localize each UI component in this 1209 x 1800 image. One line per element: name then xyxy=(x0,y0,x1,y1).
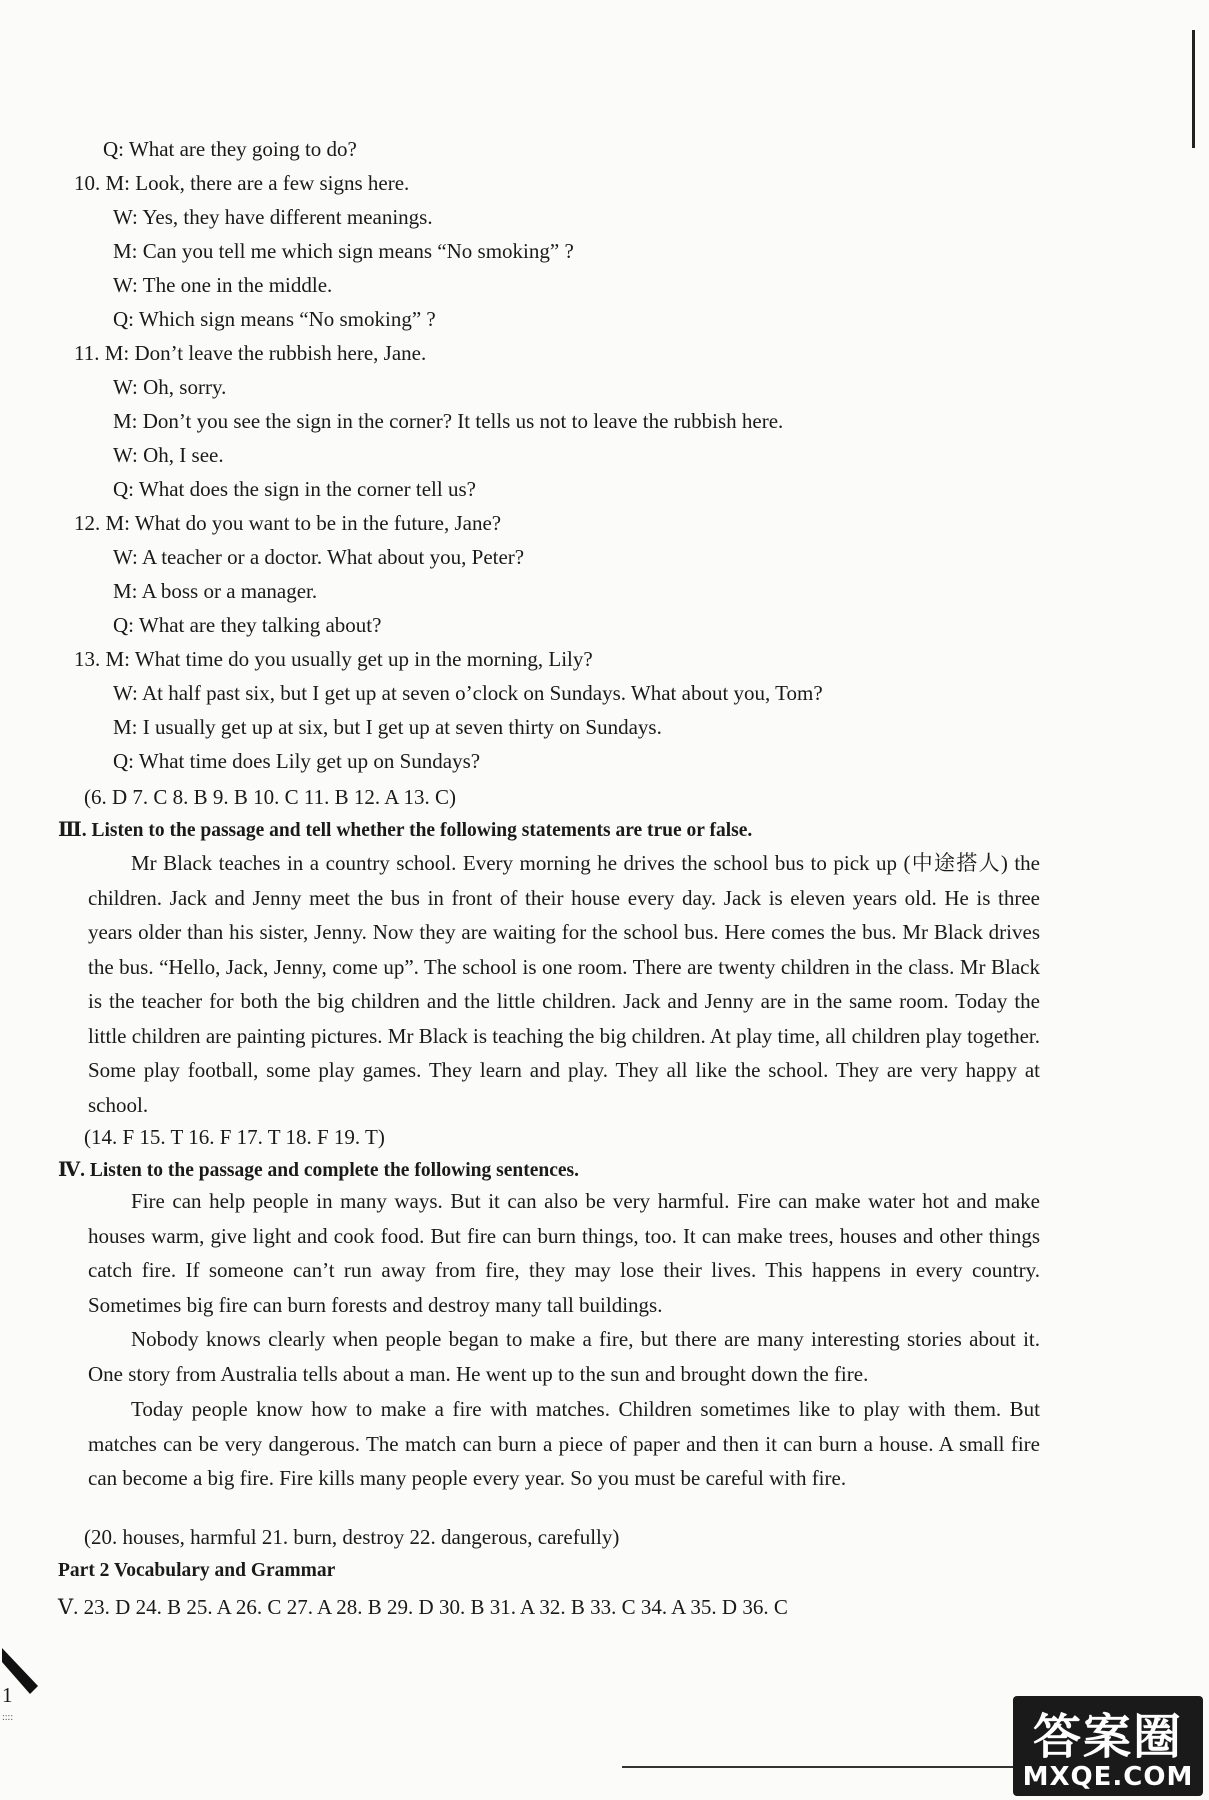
section4-answers: (20. houses, harmful 21. burn, destroy 22. dangerous, carefully) xyxy=(84,1525,620,1549)
q12-line-3: M: A boss or a manager. xyxy=(113,579,318,603)
q11-line-1: 11. M: Don’t leave the rubbish here, Jane. xyxy=(74,341,427,365)
watermark-logo xyxy=(1013,1696,1203,1796)
q10-line-5: Q: Which sign means “No smoking” ? xyxy=(113,307,436,331)
q13-line-3: M: I usually get up at six, but I get up at seven thirty on Sundays. xyxy=(113,715,662,739)
q10-line-3: M: Can you tell me which sign means “No smoking” ? xyxy=(113,239,574,263)
q12-line-1: 12. M: What do you want to be in the future, Jane? xyxy=(74,511,502,535)
q12-line-4: Q: What are they talking about? xyxy=(113,613,382,637)
q11-line-4: W: Oh, I see. xyxy=(113,443,224,467)
page-mark-icon: :::: xyxy=(2,1712,14,1723)
part2-answers: Ⅴ. 23. D 24. B 25. A 26. C 27. A 28. B 29. D 30. B 31. A 32. B 33. C 34. A 35. D 36. C xyxy=(58,1595,788,1619)
q11-line-2: W: Oh, sorry. xyxy=(113,375,227,399)
bottom-rule xyxy=(622,1766,1020,1768)
q13-line-1: 13. M: What time do you usually get up in the morning, Lily? xyxy=(74,647,593,671)
q11-line-5: Q: What does the sign in the corner tell us? xyxy=(113,477,476,501)
q10-line-1: 10. M: Look, there are a few signs here. xyxy=(74,171,410,195)
q10-line-4: W: The one in the middle. xyxy=(113,273,333,297)
q11-line-3: M: Don’t you see the sign in the corner? It tells us not to leave the rubbish here. xyxy=(113,409,784,433)
section3-answers: (14. F 15. T 16. F 17. T 18. F 19. T) xyxy=(84,1125,385,1149)
section4-paragraph-2: Nobody knows clearly when people began to make a fire, but there are many interesting stories about it. One story from Australia tells about a man. He went up to the sun and brought down the fire. xyxy=(88,1327,1040,1386)
section3-passage: Mr Black teaches in a country school. Every morning he drives the school bus to pick up (中途搭人) the children. Jack and Jenny meet the bus in front of their house every day. Jack is eleven years old. He is three years older than his sister, Jenny. Now they are waiting for the school bus. Here comes the bus. Mr Black drives the bus. “Hello, Jack, Jenny, come up”. The school is one room. There are twenty children in the class. Mr Black is the teacher for both the big children and the little children. Jack and Jenny are in the same room. Today the little children are painting pictures. Mr Black is teaching the big children. At play time, all children play together. Some play football, some play games. They learn and play. They all like the school. They are very happy at school. xyxy=(88,851,1040,1117)
section3-heading: Ⅲ. Listen to the passage and tell whether the following statements are true or false. xyxy=(58,820,753,841)
section4-heading: Ⅳ. Listen to the passage and complete the following sentences. xyxy=(58,1160,579,1181)
q13-line-2: W: At half past six, but I get up at seven o’clock on Sundays. What about you, Tom? xyxy=(113,681,823,705)
q13-line-4: Q: What time does Lily get up on Sundays? xyxy=(113,749,481,773)
section4-paragraph-3: Today people know how to make a fire with matches. Children sometimes like to play with them. But matches can be very dangerous. The match can burn a piece of paper and then it can burn a house. A small fire can become a big fire. Fire kills many people every year. So you must be careful with fire. xyxy=(88,1397,1040,1490)
part2-heading: Part 2 Vocabulary and Grammar xyxy=(58,1560,336,1581)
watermark-bottom: MXQE.COM xyxy=(1022,1762,1194,1792)
answers-part1: (6. D 7. C 8. B 9. B 10. C 11. B 12. A 13. C) xyxy=(84,785,457,809)
q10-line-2: W: Yes, they have different meanings. xyxy=(113,205,433,229)
page-number: 1 xyxy=(2,1683,13,1707)
margin-rule xyxy=(1192,30,1195,148)
q12-line-2: W: A teacher or a doctor. What about you, Peter? xyxy=(113,545,525,569)
q9-question: Q: What are they going to do? xyxy=(103,137,357,161)
watermark-top: 答案圈 xyxy=(1032,1709,1183,1765)
section4-paragraph-1: Fire can help people in many ways. But it can also be very harmful. Fire can make water hot and make houses warm, give light and cook food. But fire can burn things, too. It can make trees, houses and other things catch fire. If someone can’t run away from fire, they may lose their lives. This happens in every country. Sometimes big fire can burn forests and destroy many tall buildings. xyxy=(88,1189,1040,1317)
